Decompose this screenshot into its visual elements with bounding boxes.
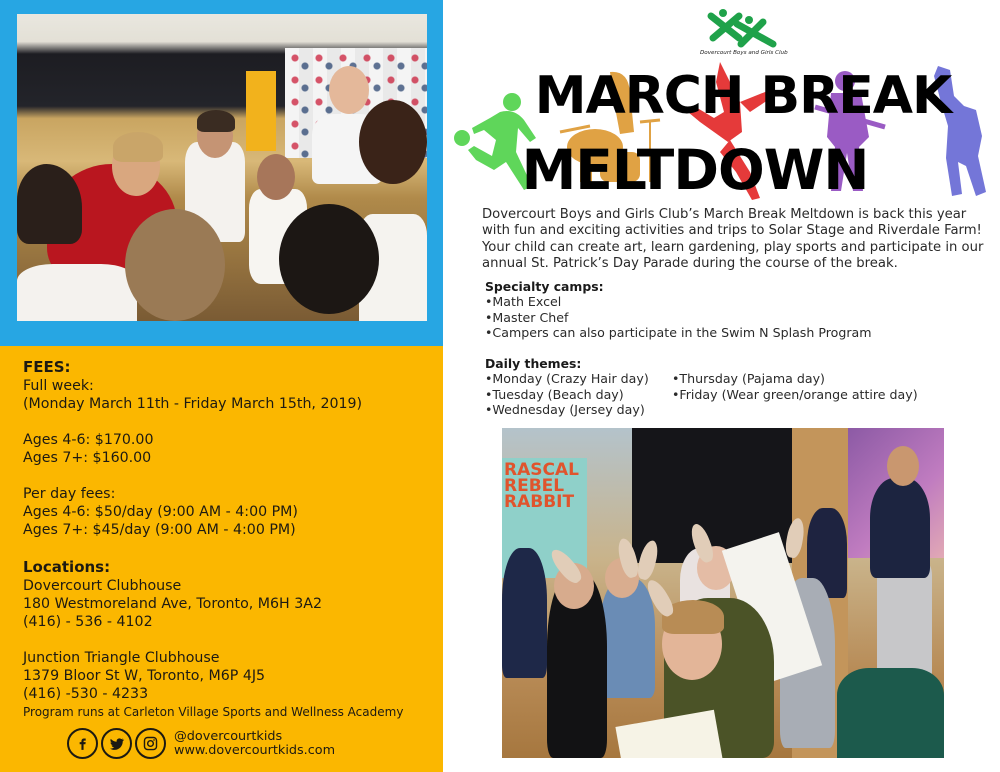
location-1-phone[interactable]: (416) - 536 - 4102	[23, 614, 153, 630]
location-2-address: 1379 Bloor St W, Toronto, M6P 4J5	[23, 668, 266, 684]
date-range: (Monday March 11th - Friday March 15th, 2019)	[23, 396, 363, 412]
club-logo-icon	[705, 8, 780, 48]
daily-themes-col1	[485, 371, 649, 418]
coach-hair	[113, 132, 163, 162]
fee-ages-7-plus: Ages 7+: $160.00	[23, 450, 152, 466]
specialty-camps-list	[485, 294, 871, 341]
bunny-ears-kids-photo	[502, 428, 944, 758]
social-handle[interactable]: @dovercourtkids	[174, 729, 283, 744]
facebook-icon[interactable]	[67, 728, 98, 759]
title-line-1: MARCH BREAK	[534, 66, 952, 126]
coloring-sheet	[615, 710, 722, 758]
list-item: •Friday (Wear green/orange attire day)	[672, 386, 918, 402]
adult-head	[887, 446, 919, 486]
list-item: •Monday (Crazy Hair day)	[485, 371, 649, 386]
kid-head	[257, 154, 295, 200]
kid-back-of-head	[125, 209, 225, 321]
list-item: •Wednesday (Jersey day)	[485, 402, 645, 418]
location-2-name: Junction Triangle Clubhouse	[23, 650, 220, 666]
kid-jersey	[17, 264, 137, 321]
title-hero	[450, 62, 1000, 202]
list-item: •Tuesday (Beach day)	[485, 386, 624, 402]
kid-head	[359, 100, 427, 184]
kid-back-of-head	[279, 204, 379, 314]
per-day-ages-4-6: Ages 4-6: $50/day (9:00 AM - 4:00 PM)	[23, 504, 298, 520]
social-icons	[67, 728, 166, 759]
left-column	[0, 0, 443, 772]
adult-man-head	[329, 66, 369, 114]
program-note: Program runs at Carleton Village Sports and Wellness Academy	[23, 705, 404, 719]
social-info	[174, 730, 335, 758]
fee-ages-4-6: Ages 4-6: $170.00	[23, 432, 154, 448]
blue-photo-frame	[0, 0, 443, 346]
adult-legs	[877, 563, 932, 683]
fees-heading: FEES:	[23, 358, 71, 376]
specialty-camps-heading: Specialty camps:	[485, 279, 604, 294]
list-item: •Campers can also participate in the Swim N Splash Program	[485, 325, 872, 341]
kid	[502, 548, 547, 678]
per-day-ages-7-plus: Ages 7+: $45/day (9:00 AM - 4:00 PM)	[23, 522, 296, 538]
location-2-phone[interactable]: (416) -530 - 4233	[23, 686, 149, 702]
location-1-name: Dovercourt Clubhouse	[23, 578, 182, 594]
intro-paragraph: Dovercourt Boys and Girls Club’s March Break Meltdown is back this year with fun and exciting activities and trips to Solar Stage and Riverdale Farm! Your child can create art, learn gardening, play sports and participate in our annual St. Patrick’s Day Parade during the course of the break.	[482, 207, 984, 271]
adult-hoodie	[870, 478, 930, 578]
locations-heading: Locations:	[23, 558, 111, 576]
daily-themes-col2	[672, 371, 918, 402]
website-link[interactable]: www.dovercourtkids.com	[174, 743, 336, 758]
yellow-banner	[246, 71, 276, 151]
location-1-address: 180 Westmoreland Ave, Toronto, M6H 3A2	[23, 596, 322, 612]
list-item: •Math Excel	[485, 294, 562, 309]
club-logo-text: Dovercourt Boys and Girls Club	[700, 50, 788, 56]
title-line-2: MELTDOWN	[521, 138, 869, 202]
twitter-icon[interactable]	[101, 728, 132, 759]
daily-themes-heading: Daily themes:	[485, 356, 582, 371]
full-week-label: Full week:	[23, 378, 94, 394]
poster-text: RASCAL REBEL RABBIT	[504, 460, 579, 512]
per-day-label: Per day fees:	[23, 486, 116, 502]
basketball-huddle-photo	[17, 14, 427, 321]
kid-hair	[197, 110, 235, 132]
list-item: •Master Chef	[485, 309, 569, 325]
backpacks	[837, 668, 944, 758]
instagram-icon[interactable]	[135, 728, 166, 759]
club-logo	[700, 8, 800, 60]
list-item: •Thursday (Pajama day)	[672, 371, 825, 386]
